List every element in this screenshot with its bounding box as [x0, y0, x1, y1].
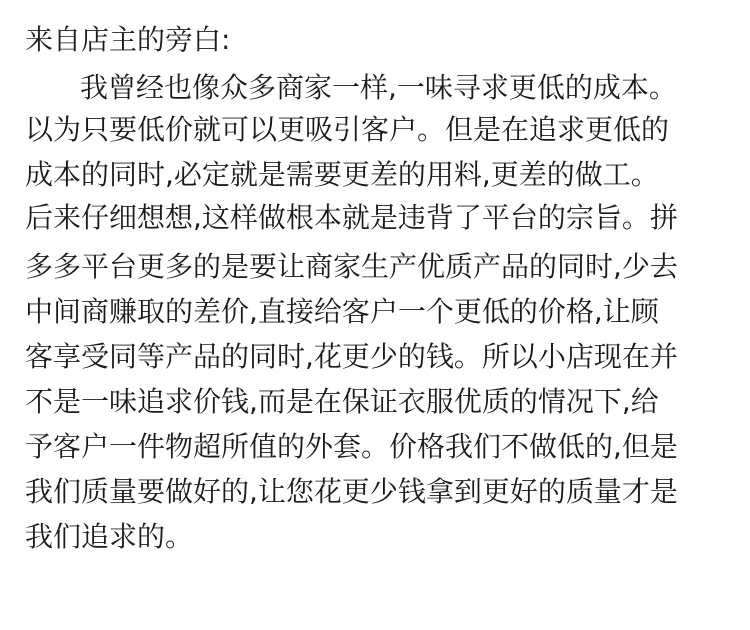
note-heading: 来自店主的旁白:: [25, 23, 231, 56]
paragraph-line-9: 予客户一件物超所值的外套。价格我们不做低的,但是: [25, 430, 678, 463]
paragraph-line-7: 客享受同等产品的同时,花更少的钱。所以小店现在并: [25, 340, 678, 373]
paragraph-line-8: 不是一味追求价钱,而是在保证衣服优质的情况下,给: [25, 385, 659, 418]
paragraph-line-10: 我们质量要做好的,让您花更少钱拿到更好的质量才是: [25, 475, 678, 508]
paragraph-line-11: 我们追求的。: [25, 520, 194, 553]
paragraph-line-6: 中间商赚取的差价,直接给客户一个更低的价格,让顾: [25, 295, 659, 328]
paragraph-line-1: 我曾经也像众多商家一样,一味寻求更低的成本。: [80, 71, 677, 104]
paragraph-line-5: 多多平台更多的是要让商家生产优质产品的同时,少去: [25, 250, 678, 283]
paragraph-line-3: 成本的同时,必定就是需要更差的用料,更差的做工。: [25, 158, 659, 191]
paragraph-line-2: 以为只要低价就可以更吸引客户。但是在追求更低的: [25, 113, 670, 146]
paragraph-line-4: 后来仔细想想,这样做根本就是违背了平台的宗旨。拼: [25, 201, 678, 234]
